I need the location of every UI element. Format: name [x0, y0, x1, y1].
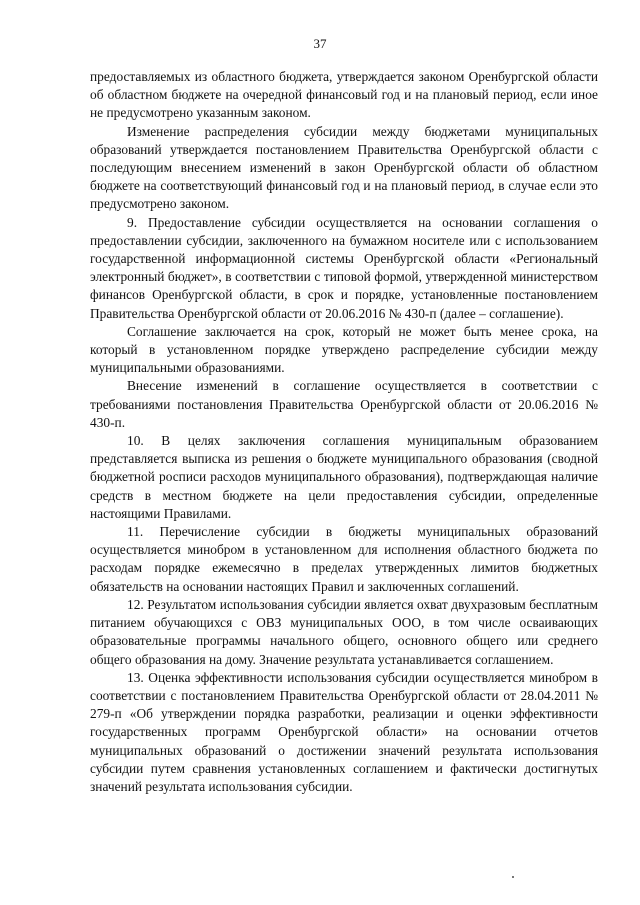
paragraph: Соглашение заключается на срок, который не может быть менее срока, на который в установленном порядке утверждено распределение субсидии между муниципальными образованиями. — [90, 323, 598, 376]
paragraph: Внесение изменений в соглашение осуществляется в соответствии с требованиями постановления Правительства Оренбургской области от 20.06.2016 № 430-п. — [90, 378, 598, 430]
paragraph: 12. Результатом использования субсидии является охват двухразовым бесплатным питанием обучающихся с ОВЗ муниципальных ООО, в том числе осваивающих образовательные программы начального общего, основного общего или среднего общего образования на дому. Значение результата устанавливается соглашением. — [90, 596, 598, 667]
page-number: 37 — [313, 36, 327, 51]
paragraph: 10. В целях заключения соглашения муниципальным образованием представляется выписка из решения о бюджете муниципального образования (сводной бюджетной росписи расходов муниципального образования), подтверждающая наличие средств в местном бюджете на цели предоставления субсидии, определенные настоящими Правилами. — [90, 433, 598, 521]
document-body — [90, 68, 598, 796]
paragraph: 13. Оценка эффективности использования субсидии осуществляется минобром в соответствии с постановлением Правительства Оренбургской области от 28.04.2011 № 279-п «Об утверждении порядка разработки, реализации и оценки эффективности государственных программ Оренбургской области» на основании отчетов муниципальных образований о достижении значений результата использования субсидии путем сравнения установленных соглашением и фактически достигнутых значений результата использования субсидии. — [90, 669, 598, 794]
paragraph: 9. Предоставление субсидии осуществляется на основании соглашения о предоставлении субсидии, заключенного на бумажном носителе или с использованием государственной информационной системы Оренбургской области «Региональный электронный бюджет», в соответствии с типовой формой, утвержденной министерством финансов Оренбургской области, в срок и порядке, установленные постановлением Правительства Оренбургской области от 20.06.2016 № 430-п (далее – соглашение). — [90, 214, 598, 321]
paragraph: Изменение распределения субсидии между бюджетами муниципальных образований утверждается постановлением Правительства Оренбургской области с последующим внесением изменений в закон Оренбургской области об областном бюджете на соответствующий финансовый год и на плановый период, в случае если это предусмотрено законом. — [90, 123, 598, 212]
paragraph: 11. Перечисление субсидии в бюджеты муниципальных образований осуществляется минобром в установленном для исполнения областного бюджета по расходам порядке ежемесячно в пределах утвержденных лимитов бюджетных обязательств на основании настоящих Правил и заключенных соглашений. — [90, 524, 598, 594]
scan-speck — [512, 876, 514, 878]
paragraph: предоставляемых из областного бюджета, утверждается законом Оренбургской области об областном бюджете на очередной финансовый год и на плановый период, если иное не предусмотрено указанным законом. — [90, 69, 598, 121]
